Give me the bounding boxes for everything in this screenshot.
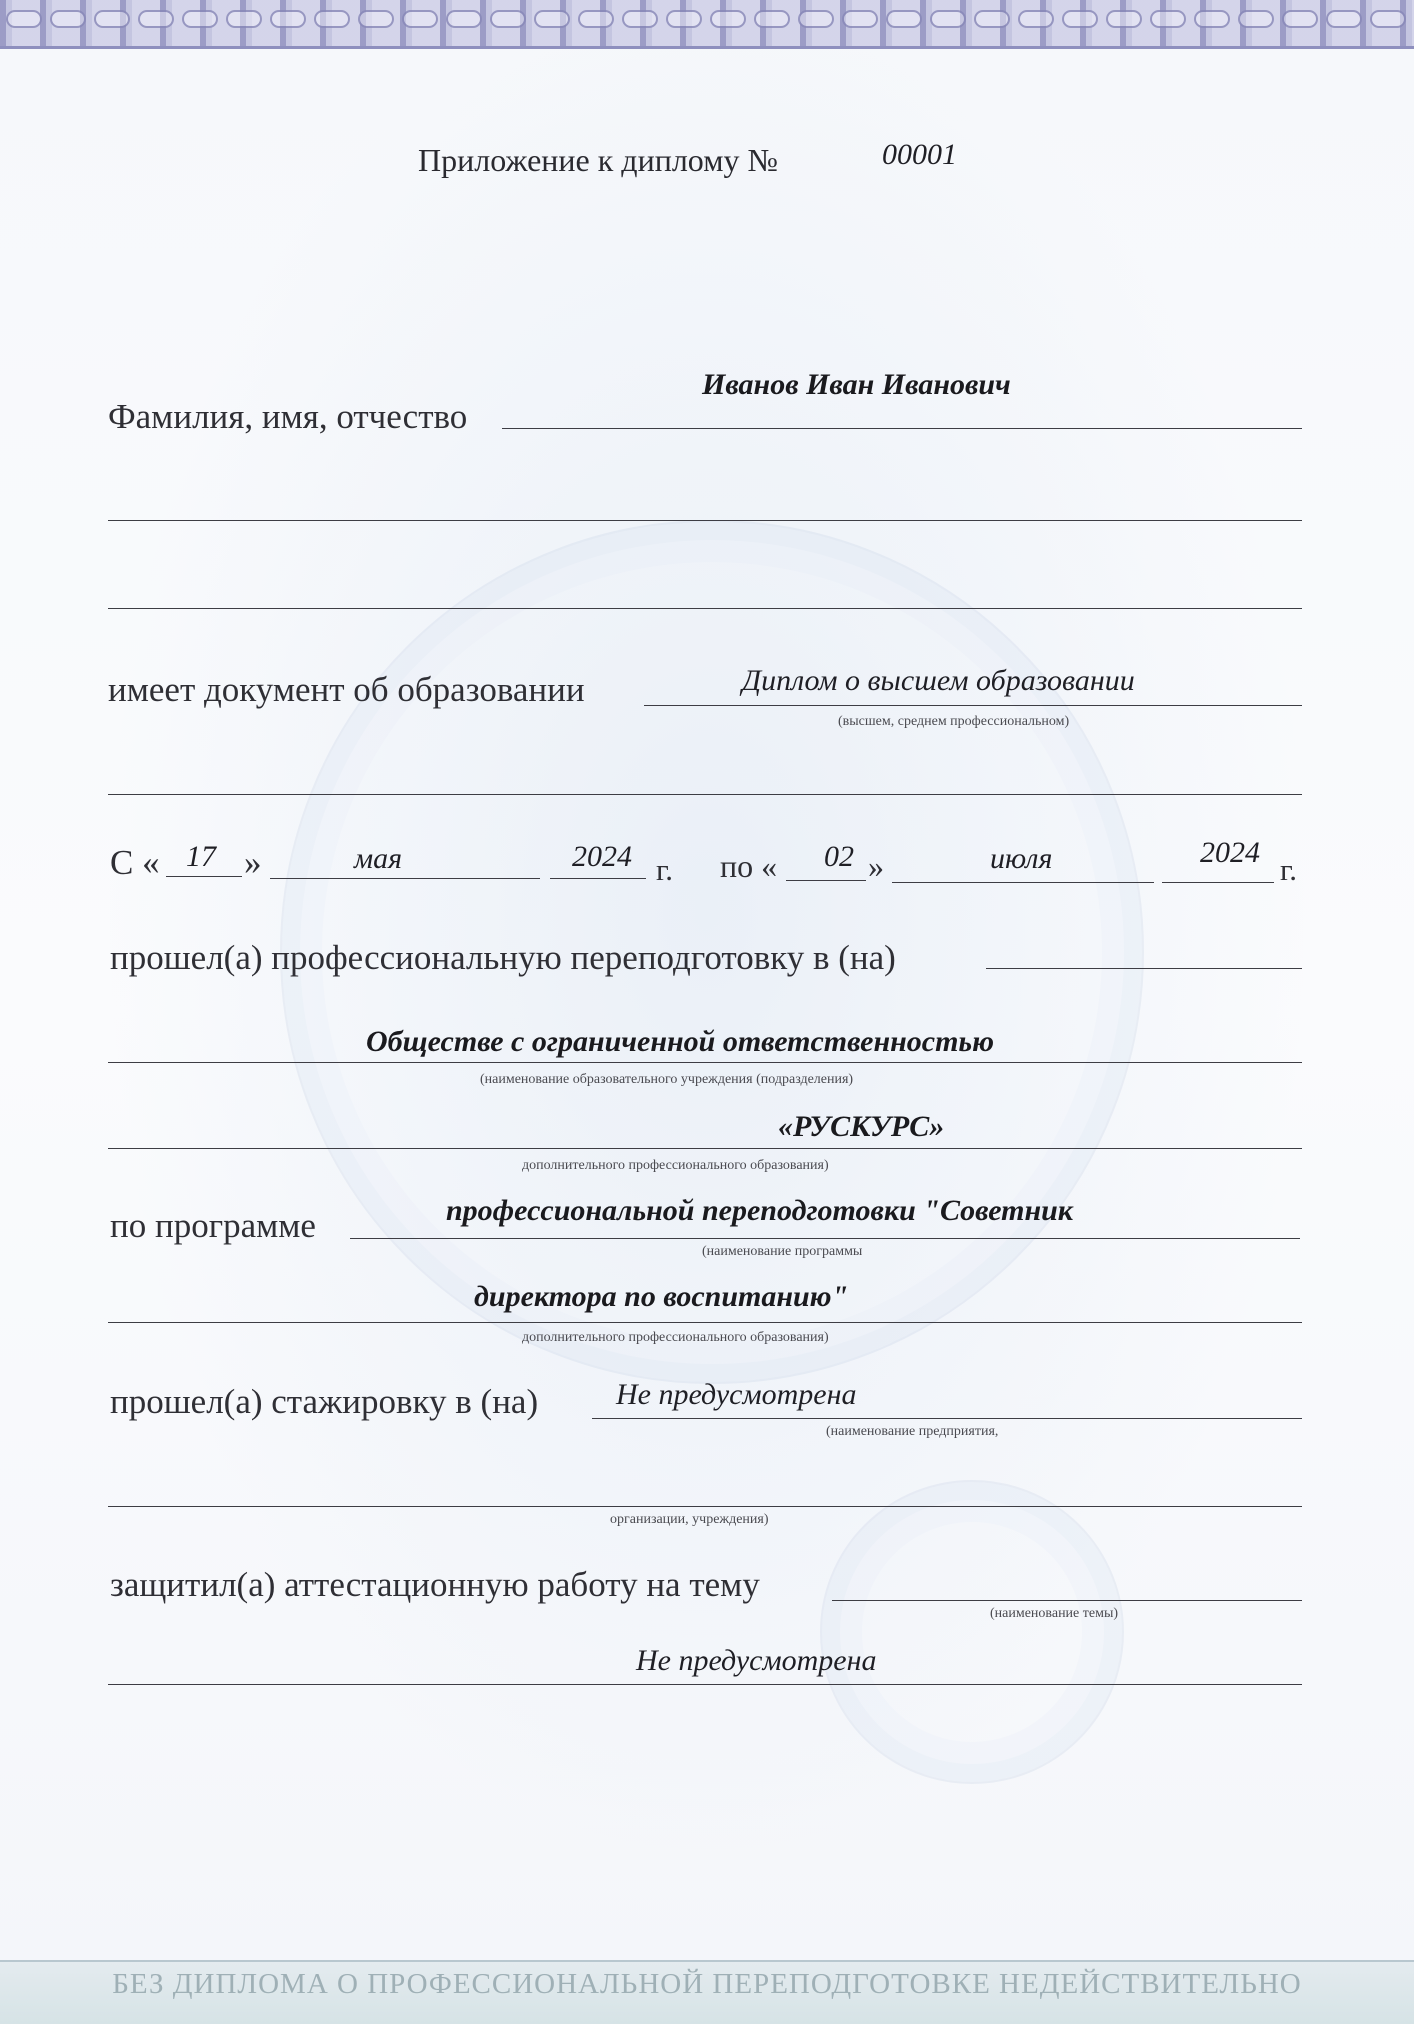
date-from-year: 2024 xyxy=(572,840,632,873)
document-title: Приложение к диплому № xyxy=(418,142,778,178)
date-to-year: 2024 xyxy=(1200,836,1260,869)
internship-value: Не предусмотрена xyxy=(616,1378,857,1411)
education-label: имеет документ об образовании xyxy=(108,670,585,709)
year-suffix-2: г. xyxy=(1280,852,1297,887)
program-line2: директора по воспитанию" xyxy=(474,1280,849,1313)
date-to-day: 02 xyxy=(824,840,854,873)
border-pattern xyxy=(0,10,1414,32)
retraining-hint2: дополнительного профессионального образования) xyxy=(522,1158,829,1173)
education-line xyxy=(644,705,1302,706)
program-line2-rule xyxy=(108,1322,1302,1323)
program-hint1: (наименование программы xyxy=(702,1244,863,1259)
thesis-value-line xyxy=(108,1684,1302,1685)
retraining-org-line2-rule xyxy=(108,1148,1302,1149)
retraining-org-line1: Обществе с ограниченной ответственностью xyxy=(366,1025,995,1058)
guilloche-top-border xyxy=(0,0,1414,49)
internship-label: прошел(а) стажировку в (на) xyxy=(110,1382,539,1421)
internship-hint1: (наименование предприятия, xyxy=(826,1424,999,1439)
date-from-close: » xyxy=(244,843,262,882)
program-hint2: дополнительного профессионального образования) xyxy=(522,1330,829,1345)
thesis-value: Не предусмотрена xyxy=(636,1644,877,1677)
internship-line xyxy=(592,1418,1302,1419)
date-to-close: » xyxy=(868,848,884,884)
date-from-prefix: С « xyxy=(110,843,160,882)
internship-line-2 xyxy=(108,1506,1302,1507)
retraining-line xyxy=(986,968,1302,969)
retraining-label: прошел(а) профессиональную переподготовку в (на) xyxy=(110,938,896,977)
watermark-rosette xyxy=(820,1480,1124,1784)
date-from-year-line xyxy=(550,878,646,879)
date-from-day: 17 xyxy=(186,840,216,873)
thesis-hint: (наименование темы) xyxy=(990,1606,1119,1621)
education-hint: (высшем, среднем профессиональном) xyxy=(838,714,1070,729)
date-from-month: мая xyxy=(354,842,403,875)
blank-line xyxy=(108,520,1302,521)
date-to-month-line xyxy=(892,882,1154,883)
retraining-org-line1-rule xyxy=(108,1062,1302,1063)
year-suffix: г. xyxy=(656,852,673,887)
date-from-day-line xyxy=(166,876,242,877)
education-value: Диплом о высшем образовании xyxy=(742,664,1135,697)
retraining-hint1: (наименование образовательного учреждения (подразделения) xyxy=(480,1072,854,1087)
fio-value: Иванов Иван Иванович xyxy=(702,368,1011,401)
diploma-number: 00001 xyxy=(882,138,957,171)
blank-line xyxy=(108,794,1302,795)
fio-label: Фамилия, имя, отчество xyxy=(108,397,468,436)
blank-line xyxy=(108,608,1302,609)
footer-warning: БЕЗ ДИПЛОМА О ПРОФЕССИОНАЛЬНОЙ ПЕРЕПОДГОТОВКЕ НЕДЕЙСТВИТЕЛЬНО xyxy=(112,1968,1302,2000)
fio-line xyxy=(502,428,1302,429)
thesis-line xyxy=(832,1600,1302,1601)
program-line1: профессиональной переподготовки "Советник xyxy=(446,1194,1073,1227)
date-to-month: июля xyxy=(990,842,1053,875)
thesis-label: защитил(а) аттестационную работу на тему xyxy=(110,1565,760,1604)
program-label: по программе xyxy=(110,1206,316,1245)
internship-hint2: организации, учреждения) xyxy=(610,1512,769,1527)
date-from-month-line xyxy=(270,878,540,879)
date-to-day-line xyxy=(786,880,866,881)
program-line1-rule xyxy=(350,1238,1300,1239)
date-to-year-line xyxy=(1162,882,1274,883)
date-to-prefix: по « xyxy=(720,848,778,884)
retraining-org-line2: «РУСКУРС» xyxy=(778,1110,945,1143)
